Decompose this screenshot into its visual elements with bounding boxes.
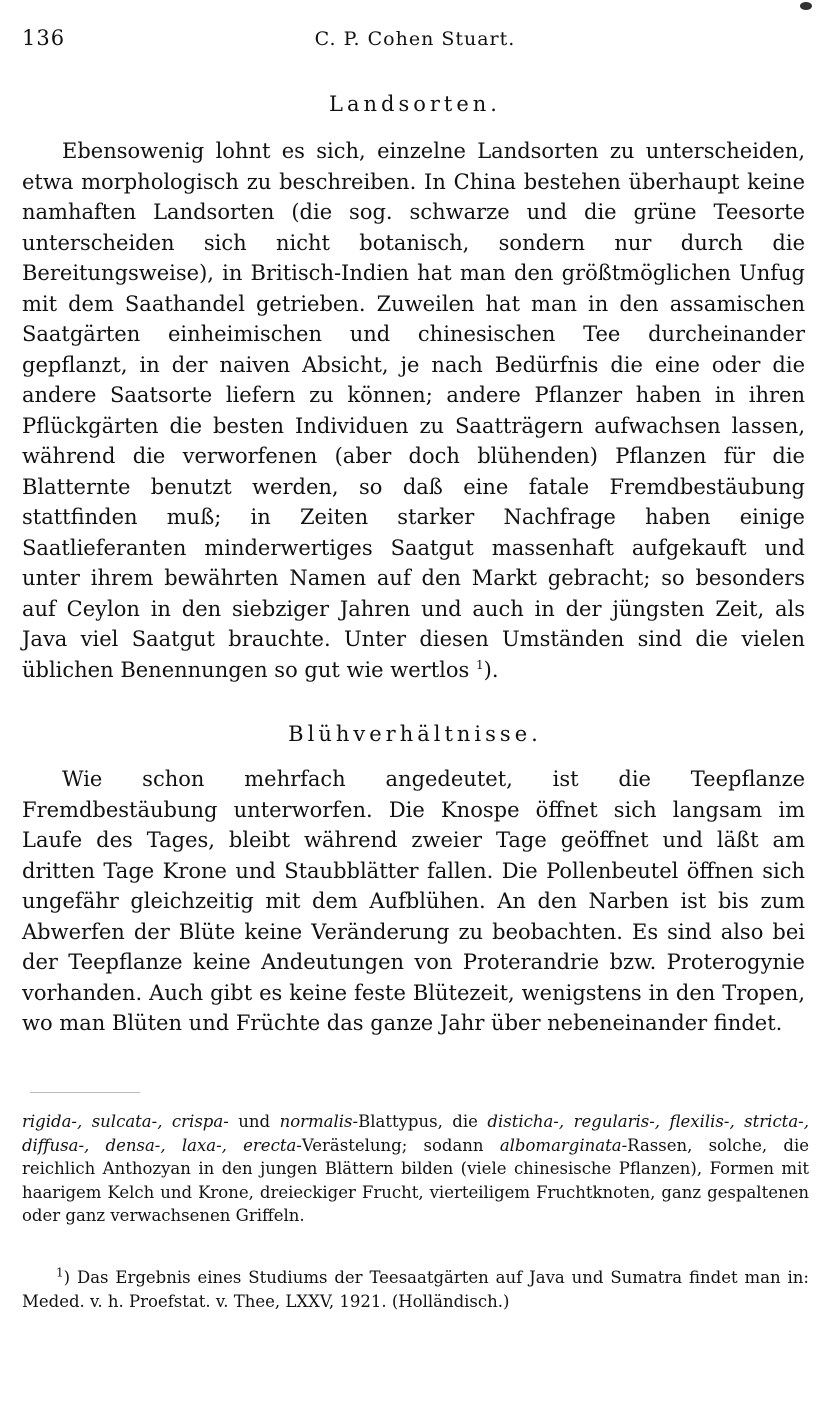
footnote-continuation <box>22 1110 809 1228</box>
footnote-1-text: ) Das Ergebnis eines Studiums der Teesaatgärten auf Java und Sumatra findet man in: Meded. v. h. Proefstat. v. Thee, LXXV, 1921. (Holländisch.) <box>22 1268 809 1311</box>
running-head: C. P. Cohen Stuart. <box>314 28 516 50</box>
footnote-reference: 1 <box>475 657 484 672</box>
page-header <box>22 26 808 56</box>
footnote-italic: disticha-, regularis-, flexilis-, stricta-, diffusa-, densa-, laxa-, erecta- <box>22 1112 809 1155</box>
footnote-text: Rassen, solche, die reichlich Anthozyan in den jungen Blättern bilden (viele chinesische Pflanzen), Formen mit haarigem Kelch und Krone, dreieckiger Frucht, vierteiligem Fruchtknoten, ganz gespaltenen oder ganz verwachsenen Griffeln. <box>22 1135 809 1225</box>
section-heading-landsorten: Landsorten. <box>329 92 501 116</box>
paragraph-bluehverhaeltnisse: Wie schon mehrfach angedeutet, ist die Teepflanze Fremdbestäubung unterworfen. Die Knospe öffnet sich langsam im Laufe des Tages, bleibt während zweier Tage geöffnet und läßt am dritten Tage Krone und Staubblätter fallen. Die Pollenbeutel öffnen sich ungefähr gleichzeitig mit dem Aufblühen. An den Narben ist bis zum Abwerfen der Blüte keine Veränderung zu beobachten. Es sind also bei der Teepflanze keine Andeutungen von Proterandrie bzw. Proterogynie vorhanden. Auch gibt es keine feste Blütezeit, wenigstens in den Tropen, wo man Blüten und Früchte das ganze Jahr über nebeneinander findet. <box>22 767 805 1035</box>
footnote-separator <box>30 1092 140 1093</box>
paragraph-text: Ebensowenig lohnt es sich, einzelne Landsorten zu unterscheiden, etwa morphologisch zu beschreiben. In China bestehen überhaupt keine namhaften Landsorten (die sog. schwarze und die grüne Teesorte unterscheiden sich nicht botanisch, sondern nur durch die Bereitungsweise), in Britisch-Indien hat man den größtmöglichen Unfug mit dem Saathandel getrieben. Zuweilen hat man in den assamischen Saatgärten einheimischen und chinesischen Tee durcheinander gepflanzt, in der naiven Absicht, je nach Bedürfnis die eine oder die andere Saatsorte liefern zu können; andere Pflanzer haben in ihren Pflückgärten die besten Individuen zu Saatträgern aufwachsen lassen, während die verworfenen (aber doch blühenden) Pflanzen für die Blatternte benutzt werden, so daß eine fatale Fremdbestäubung stattfinden muß; in Zeiten starker Nachfrage haben einige Saatlieferanten minderwertiges Saatgut massenhaft aufgekauft und unter ihrem bewährten Namen auf den Markt gebracht; so besonders auf Ceylon in den siebziger Jahren und auch in der jüngsten Zeit, als Java viel Saatgut brauchte. Unter diesen Umständen sind die vielen üblichen Benennungen so gut wie wertlos <box>22 139 805 682</box>
paragraph-end: ). <box>483 657 499 682</box>
footnote-italic: normalis- <box>279 1112 359 1131</box>
footnote-text: und <box>228 1112 280 1131</box>
paragraph-landsorten <box>22 136 805 685</box>
footnote-italic: albomarginata- <box>499 1135 628 1155</box>
footnote-italic: rigida-, sulcata-, crispa- <box>22 1112 229 1131</box>
footnote-1 <box>22 1266 809 1313</box>
section-heading-bluehverhaeltnisse: Blühverhältnisse. <box>288 722 542 746</box>
footnote-text: Blattypus, die <box>358 1112 488 1131</box>
scan-speck <box>800 2 812 10</box>
page-number: 136 <box>22 26 66 50</box>
footnote-text: Verästelung; sodann <box>301 1135 500 1155</box>
footnote-marker: 1 <box>56 1265 64 1280</box>
